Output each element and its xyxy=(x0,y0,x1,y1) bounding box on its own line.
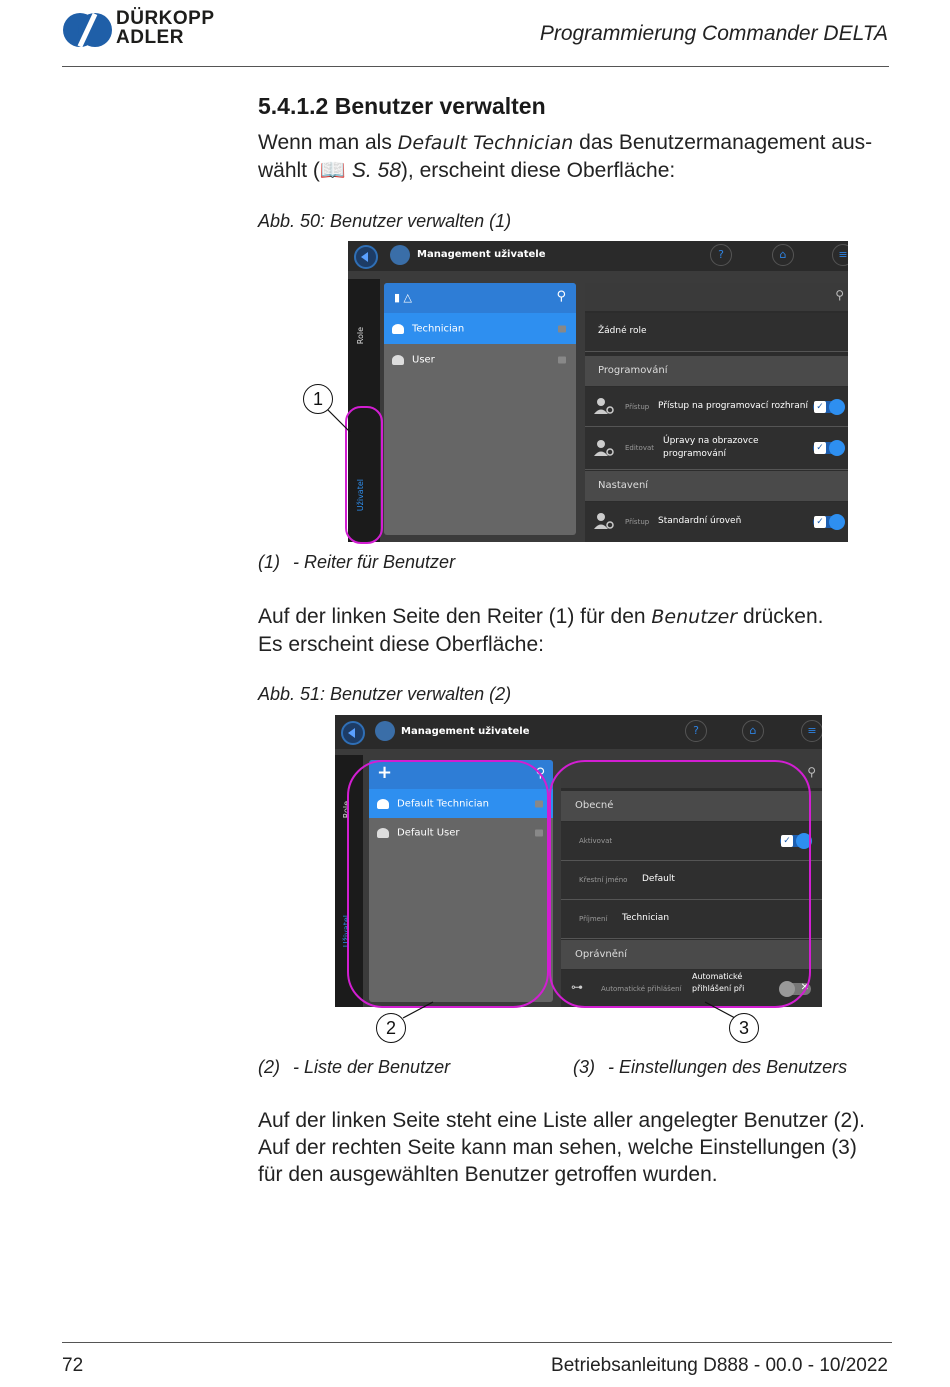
brand-logo-text: DÜRKOPP ADLER xyxy=(116,8,215,48)
permission-row: Přístup Standardní úroveň ✓ xyxy=(585,502,848,542)
page-reference: S. 58 xyxy=(351,159,401,182)
user-key-icon xyxy=(593,439,615,457)
activate-toggle[interactable]: ✓ xyxy=(780,835,810,847)
app-titlebar xyxy=(348,241,848,271)
app-title: Management uživatele xyxy=(401,726,530,737)
footer-divider xyxy=(62,1342,892,1343)
key-icon: ⊶ xyxy=(571,980,583,994)
setting-row: ⊶ Automatické přihlášení Automatické přihlášení při ✕ xyxy=(561,970,822,1007)
user-key-icon xyxy=(593,512,615,530)
book-icon: 📖 xyxy=(319,159,347,182)
user-icon xyxy=(392,355,404,365)
tab-role[interactable]: Role xyxy=(356,327,365,345)
callout-1: 1 xyxy=(303,384,333,414)
summary-paragraph: Auf der linken Seite steht eine Liste aller angelegter Benutzer (2). Auf der rechten Seite kann man sehen, welche Einstellungen (3) für den ausgewählten Benutzer getroffen wurden. xyxy=(258,1109,866,1186)
user-management-icon xyxy=(390,245,410,265)
menu-button[interactable]: ≡ xyxy=(801,720,822,742)
permission-row: Editovat Úpravy na obrazovce programování ✓ xyxy=(585,427,848,470)
setting-row: Aktivovat ✓ xyxy=(561,822,822,861)
list-item[interactable]: Default Technician xyxy=(369,789,553,818)
lock-icon xyxy=(558,356,566,363)
page-number: 72 xyxy=(62,1355,84,1376)
document-id: Betriebsanleitung D888 - 00.0 - 10/2022 xyxy=(551,1355,888,1376)
header-divider xyxy=(62,66,889,67)
setting-row: Křestní jméno Default xyxy=(561,861,822,900)
tab-uzivatel[interactable]: Uživatel xyxy=(356,479,365,512)
list-header xyxy=(384,283,576,313)
standard-level-toggle[interactable]: ✓ xyxy=(813,516,843,528)
user-management-icon xyxy=(375,721,395,741)
home-button[interactable]: ⌂ xyxy=(742,720,764,742)
home-button[interactable]: ⌂ xyxy=(772,244,794,266)
figure1-caption: Abb. 50: Benutzer verwalten (1) xyxy=(258,211,512,231)
search-icon[interactable]: ⚲ xyxy=(835,288,844,302)
intro-paragraph: Wenn man als Default Technician das Benutzermanagement aus- wählt (📖 S. 58), erscheint diese Oberfläche: xyxy=(258,131,873,182)
search-icon[interactable]: ⚲ xyxy=(556,289,566,304)
settings-search-bar xyxy=(585,283,848,311)
add-user-button[interactable]: + xyxy=(377,762,393,783)
user-key-icon xyxy=(593,397,615,415)
section-heading: 5.4.1.2 Benutzer verwalten xyxy=(258,93,546,119)
back-button[interactable] xyxy=(354,245,378,269)
app-titlebar xyxy=(335,715,822,749)
setting-row: Příjmení Technician xyxy=(561,900,822,939)
callout-leaders xyxy=(395,998,755,1020)
app-title: Management uživatele xyxy=(417,249,546,260)
menu-button[interactable]: ≡ xyxy=(832,244,848,266)
callout-3: 3 xyxy=(729,1013,759,1043)
figure1-legend: (1) - Reiter für Benutzer xyxy=(258,552,456,572)
figure1-screenshot xyxy=(348,241,848,542)
instruction-paragraph: Auf der linken Seite den Reiter (1) für den Benutzer drücken. Es erscheint diese Oberfläche: xyxy=(258,605,824,656)
highlight-user-settings xyxy=(549,760,811,1008)
user-list-panel xyxy=(384,283,576,535)
help-button[interactable]: ? xyxy=(710,244,732,266)
highlight-user-list xyxy=(347,760,549,1008)
header-title: Programmierung Commander DELTA xyxy=(539,22,888,45)
search-icon[interactable]: ⚲ xyxy=(807,765,816,779)
auto-login-toggle[interactable]: ✕ xyxy=(781,983,811,995)
lock-icon xyxy=(558,325,566,332)
permission-row: Přístup Přístup na programovací rozhraní ✓ xyxy=(585,387,848,427)
sort-icon[interactable]: ▮ △ xyxy=(394,291,413,304)
access-toggle[interactable]: ✓ xyxy=(813,401,843,413)
figure2-caption: Abb. 51: Benutzer verwalten (2) xyxy=(258,684,512,704)
section-programovani: Programování xyxy=(585,356,848,386)
list-item[interactable]: Default User xyxy=(369,818,553,847)
search-icon[interactable]: ⚲ xyxy=(535,766,545,781)
duerkopp-adler-logo-mark xyxy=(62,12,112,48)
callout-2: 2 xyxy=(376,1013,406,1043)
figure2-legend-2: (2) - Liste der Benutzer xyxy=(258,1057,451,1077)
no-roles-row: Žádné role xyxy=(585,313,848,352)
figure2-legend-3: (3) - Einstellungen des Benutzers xyxy=(573,1057,848,1077)
section-opravneni: Oprávnění xyxy=(561,940,822,969)
settings-panel xyxy=(585,283,848,542)
help-button[interactable]: ? xyxy=(685,720,707,742)
edit-toggle[interactable]: ✓ xyxy=(813,442,843,454)
section-obecne: Obecné xyxy=(561,791,822,821)
list-item[interactable]: User xyxy=(384,344,576,375)
technician-icon xyxy=(392,324,404,334)
tab-role[interactable]: Role xyxy=(342,801,351,819)
tab-uzivatel[interactable]: Uživatel xyxy=(342,915,351,948)
back-button[interactable] xyxy=(341,721,365,745)
list-item[interactable]: Technician xyxy=(384,313,576,344)
section-nastaveni: Nastavení xyxy=(585,471,848,501)
